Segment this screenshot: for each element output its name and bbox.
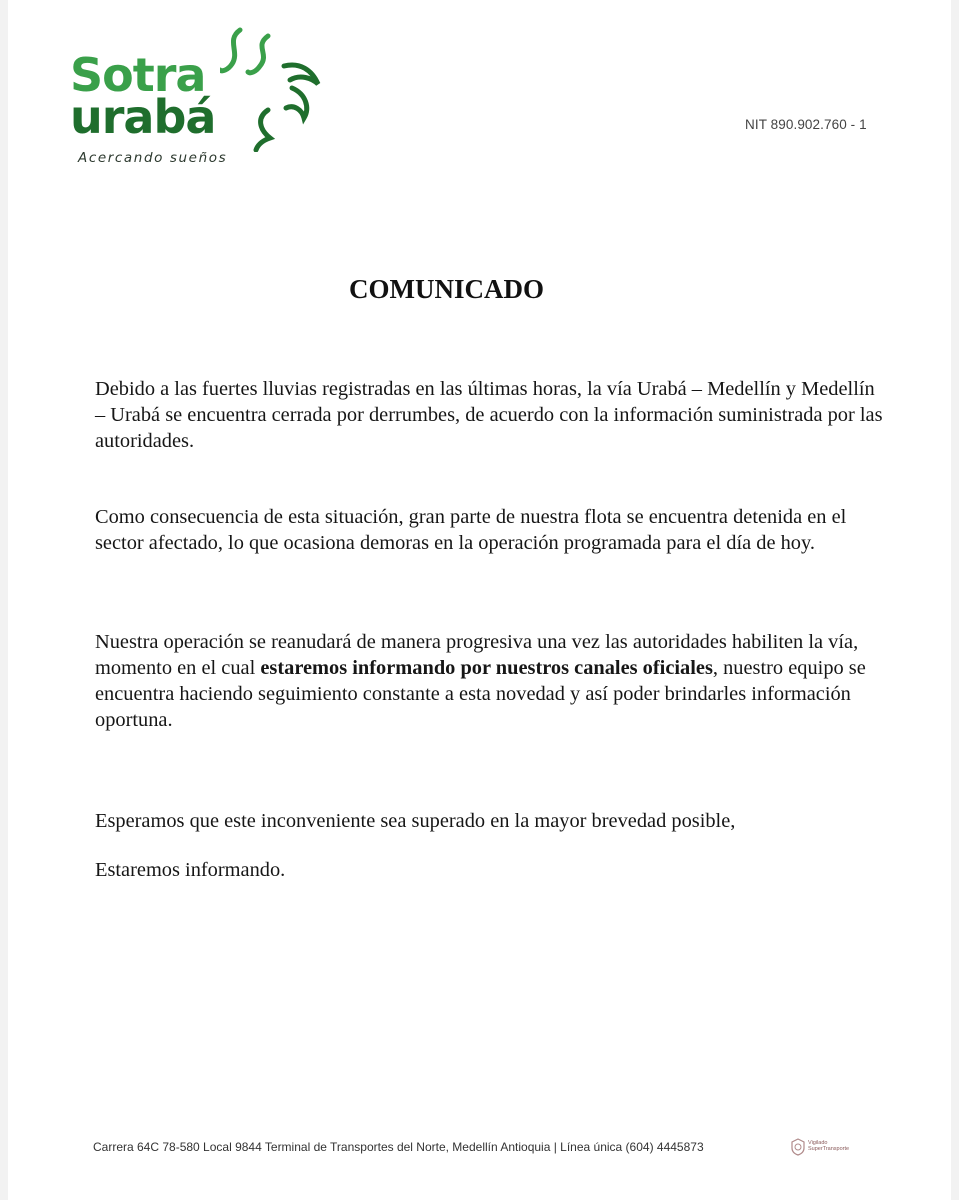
paragraph-3-emphasis: estaremos informando por nuestros canales oficiales bbox=[260, 657, 713, 679]
paragraph-3 bbox=[95, 629, 885, 733]
vigilado-supertransporte-logo bbox=[790, 1137, 862, 1159]
closing-line: Estaremos informando. bbox=[95, 859, 286, 881]
nit-number: NIT 890.902.760 - 1 bbox=[745, 117, 867, 132]
paragraph-4: Esperamos que este inconveniente sea superado en la mayor brevedad posible, bbox=[95, 810, 736, 832]
paragraph-3-end: , nuestro equipo se encuentra haciendo seguimiento constante a esta novedad y así poder brindarles información oportuna. bbox=[95, 657, 866, 731]
paragraph-2: Como consecuencia de esta situación, gran parte de nuestra flota se encuentra detenida en el sector afectado, lo que ocasiona demoras en la operación programada para el día de hoy. bbox=[95, 506, 847, 554]
vigilado-text bbox=[808, 1140, 849, 1152]
logo-tagline: Acercando sueños bbox=[78, 150, 228, 166]
swirl-leaf-icon bbox=[220, 22, 330, 152]
document-page bbox=[8, 0, 951, 1200]
paragraph-3-start: Nuestra operación se reanudará de manera progresiva una vez las autoridades habiliten la vía, momento en el cual bbox=[95, 631, 859, 679]
company-logo bbox=[70, 22, 330, 172]
logo-word-uraba: urabá bbox=[70, 90, 216, 144]
vigilado-line-1: Vigilado bbox=[808, 1140, 828, 1146]
paragraph-1: Debido a las fuertes lluvias registradas en las últimas horas, la vía Urabá – Medellín y Medellín – Urabá se encuentra cerrada por derrumbes, de acuerdo con la información suministrada por las autoridades. bbox=[95, 378, 883, 452]
footer-address: Carrera 64C 78-580 Local 9844 Terminal de Transportes del Norte, Medellín Antioquia | Línea única (604) 4445873 bbox=[93, 1140, 704, 1154]
supertransporte-seal-icon bbox=[790, 1138, 806, 1156]
vigilado-line-2: SuperTransporte bbox=[808, 1146, 850, 1152]
document-title: COMUNICADO bbox=[349, 274, 544, 304]
logo-word-sotra: Sotra bbox=[70, 48, 206, 102]
